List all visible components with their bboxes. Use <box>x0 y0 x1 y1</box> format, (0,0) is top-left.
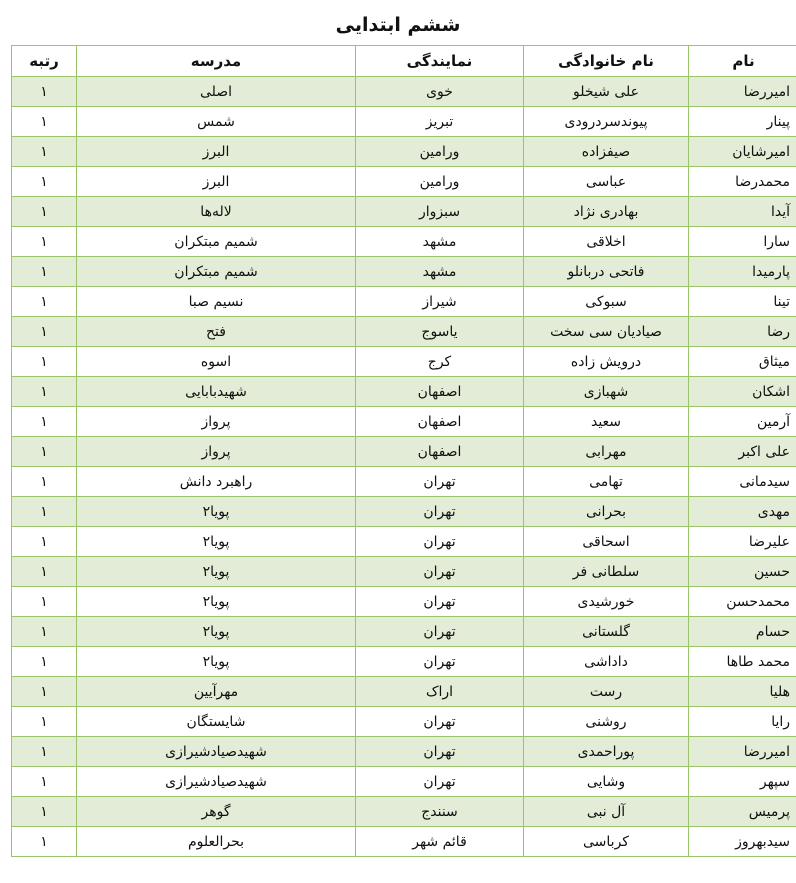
cell-school: اسوه <box>77 347 356 377</box>
cell-family: کرباسی <box>524 827 689 857</box>
cell-city: ورامین <box>356 167 524 197</box>
table-row <box>12 437 796 467</box>
cell-name: علی اکبر <box>689 437 796 467</box>
cell-rank: ۱ <box>12 707 77 737</box>
cell-school: بحرالعلوم <box>77 827 356 857</box>
cell-name: محمد طاها <box>689 647 796 677</box>
cell-city: تهران <box>356 587 524 617</box>
cell-name: حسین <box>689 557 796 587</box>
cell-rank: ۱ <box>12 527 77 557</box>
cell-family: پیوندسردرودی <box>524 107 689 137</box>
cell-rank: ۱ <box>12 737 77 767</box>
cell-city: اصفهان <box>356 377 524 407</box>
cell-family: پوراحمدی <box>524 737 689 767</box>
cell-family: سبوکی <box>524 287 689 317</box>
cell-city: خوی <box>356 77 524 107</box>
cell-city: اصفهان <box>356 407 524 437</box>
cell-school: راهبرد دانش <box>77 467 356 497</box>
cell-rank: ۱ <box>12 497 77 527</box>
cell-rank: ۱ <box>12 137 77 167</box>
cell-rank: ۱ <box>12 287 77 317</box>
cell-family: بهادری نژاد <box>524 197 689 227</box>
cell-name: مهدی <box>689 497 796 527</box>
table-row <box>12 407 796 437</box>
cell-rank: ۱ <box>12 197 77 227</box>
cell-name: پرمیس <box>689 797 796 827</box>
cell-school: پرواز <box>77 407 356 437</box>
cell-name: محمدرضا <box>689 167 796 197</box>
cell-school: فتح <box>77 317 356 347</box>
cell-name: پینار <box>689 107 796 137</box>
cell-family: رست <box>524 677 689 707</box>
cell-name: تینا <box>689 287 796 317</box>
cell-rank: ۱ <box>12 677 77 707</box>
header-name: نام <box>689 46 796 77</box>
cell-name: آیدا <box>689 197 796 227</box>
cell-rank: ۱ <box>12 647 77 677</box>
page-title: ششم ابتدایی <box>335 14 461 36</box>
cell-family: شهبازی <box>524 377 689 407</box>
table-row <box>12 677 796 707</box>
cell-rank: ۱ <box>12 797 77 827</box>
cell-name: هلیا <box>689 677 796 707</box>
cell-rank: ۱ <box>12 347 77 377</box>
cell-rank: ۱ <box>12 827 77 857</box>
cell-city: تهران <box>356 467 524 497</box>
cell-city: تهران <box>356 737 524 767</box>
cell-name: سیدبهروز <box>689 827 796 857</box>
cell-school: پرواز <box>77 437 356 467</box>
cell-school: شهیدصیادشیرازی <box>77 767 356 797</box>
cell-school: شایستگان <box>77 707 356 737</box>
cell-rank: ۱ <box>12 557 77 587</box>
cell-rank: ۱ <box>12 587 77 617</box>
table-row <box>12 707 796 737</box>
table-row <box>12 77 796 107</box>
cell-city: تهران <box>356 707 524 737</box>
cell-school: شمس <box>77 107 356 137</box>
cell-rank: ۱ <box>12 377 77 407</box>
table-row <box>12 167 796 197</box>
cell-family: وشایی <box>524 767 689 797</box>
cell-name: اشکان <box>689 377 796 407</box>
cell-school: پویا۲ <box>77 557 356 587</box>
cell-city: مشهد <box>356 227 524 257</box>
cell-city: تهران <box>356 767 524 797</box>
cell-name: پارمیدا <box>689 257 796 287</box>
cell-school: شمیم مبتکران <box>77 257 356 287</box>
header-family: نام خانوادگی <box>524 46 689 77</box>
table-row <box>12 197 796 227</box>
cell-name: علیرضا <box>689 527 796 557</box>
header-city: نمایندگی <box>356 46 524 77</box>
cell-city: مشهد <box>356 257 524 287</box>
cell-school: مهرآیین <box>77 677 356 707</box>
cell-city: تهران <box>356 647 524 677</box>
table-row <box>12 317 796 347</box>
cell-rank: ۱ <box>12 407 77 437</box>
cell-rank: ۱ <box>12 167 77 197</box>
cell-rank: ۱ <box>12 767 77 797</box>
cell-name: امیرشایان <box>689 137 796 167</box>
table-row <box>12 497 796 527</box>
cell-family: فاتحی دربانلو <box>524 257 689 287</box>
table-row <box>12 797 796 827</box>
table-row <box>12 467 796 497</box>
cell-rank: ۱ <box>12 227 77 257</box>
cell-name: رایا <box>689 707 796 737</box>
cell-family: سعید <box>524 407 689 437</box>
cell-name: امیررضا <box>689 737 796 767</box>
cell-family: اخلاقی <box>524 227 689 257</box>
table-row <box>12 737 796 767</box>
cell-family: روشنی <box>524 707 689 737</box>
table-row <box>12 347 796 377</box>
table-row <box>12 527 796 557</box>
cell-rank: ۱ <box>12 257 77 287</box>
cell-family: اسحاقی <box>524 527 689 557</box>
table-row <box>12 767 796 797</box>
cell-city: سبزوار <box>356 197 524 227</box>
cell-school: پویا۲ <box>77 497 356 527</box>
results-table <box>11 45 796 857</box>
cell-rank: ۱ <box>12 317 77 347</box>
cell-family: درویش زاده <box>524 347 689 377</box>
cell-family: داداشی <box>524 647 689 677</box>
cell-family: آل نبی <box>524 797 689 827</box>
header-school: مدرسه <box>77 46 356 77</box>
cell-city: تهران <box>356 527 524 557</box>
cell-school: پویا۲ <box>77 647 356 677</box>
cell-rank: ۱ <box>12 467 77 497</box>
table-row <box>12 647 796 677</box>
table-row <box>12 827 796 857</box>
cell-city: سنندج <box>356 797 524 827</box>
cell-city: شیراز <box>356 287 524 317</box>
table-row <box>12 617 796 647</box>
cell-family: صیفزاده <box>524 137 689 167</box>
cell-city: تهران <box>356 617 524 647</box>
cell-city: یاسوج <box>356 317 524 347</box>
cell-school: شهیدصیادشیرازی <box>77 737 356 767</box>
cell-family: سلطانی فر <box>524 557 689 587</box>
cell-family: خورشیدی <box>524 587 689 617</box>
header-rank: رتبه <box>12 46 77 77</box>
cell-city: تهران <box>356 497 524 527</box>
cell-school: البرز <box>77 137 356 167</box>
cell-family: علی شیخلو <box>524 77 689 107</box>
cell-school: پویا۲ <box>77 617 356 647</box>
table-row <box>12 107 796 137</box>
cell-school: لاله‌ها <box>77 197 356 227</box>
cell-name: محمدحسن <box>689 587 796 617</box>
table-row <box>12 257 796 287</box>
cell-city: تبریز <box>356 107 524 137</box>
cell-city: ورامین <box>356 137 524 167</box>
table-row <box>12 377 796 407</box>
cell-name: سپهر <box>689 767 796 797</box>
cell-name: حسام <box>689 617 796 647</box>
cell-school: شمیم مبتکران <box>77 227 356 257</box>
table-row <box>12 557 796 587</box>
cell-school: پویا۲ <box>77 587 356 617</box>
cell-city: تهران <box>356 557 524 587</box>
cell-family: عباسی <box>524 167 689 197</box>
cell-school: پویا۲ <box>77 527 356 557</box>
cell-school: البرز <box>77 167 356 197</box>
cell-name: سارا <box>689 227 796 257</box>
cell-name: آرمین <box>689 407 796 437</box>
table-row <box>12 587 796 617</box>
cell-rank: ۱ <box>12 107 77 137</box>
cell-school: اصلی <box>77 77 356 107</box>
table-row <box>12 287 796 317</box>
cell-rank: ۱ <box>12 617 77 647</box>
cell-name: رضا <box>689 317 796 347</box>
cell-rank: ۱ <box>12 77 77 107</box>
cell-city: قائم شهر <box>356 827 524 857</box>
cell-name: میثاق <box>689 347 796 377</box>
table-row <box>12 137 796 167</box>
cell-school: شهیدبابایی <box>77 377 356 407</box>
cell-family: مهرابی <box>524 437 689 467</box>
cell-family: بحرانی <box>524 497 689 527</box>
cell-city: اراک <box>356 677 524 707</box>
cell-city: کرج <box>356 347 524 377</box>
cell-family: تهامی <box>524 467 689 497</box>
cell-family: گلستانی <box>524 617 689 647</box>
cell-school: نسیم صبا <box>77 287 356 317</box>
cell-name: سیدمانی <box>689 467 796 497</box>
cell-family: صیادیان سی سخت <box>524 317 689 347</box>
table-row <box>12 227 796 257</box>
cell-city: اصفهان <box>356 437 524 467</box>
header-row <box>12 46 796 77</box>
cell-rank: ۱ <box>12 437 77 467</box>
cell-school: گوهر <box>77 797 356 827</box>
cell-name: امیررضا <box>689 77 796 107</box>
table-body <box>12 77 796 857</box>
